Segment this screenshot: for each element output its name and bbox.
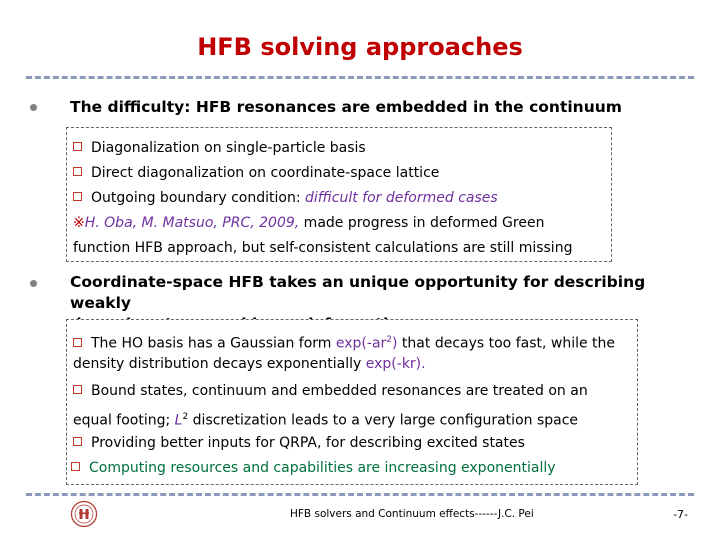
- top-divider: [26, 76, 694, 79]
- list-item: Computing resources and capabilities are increasing exponentially: [71, 459, 556, 477]
- list-item: The HO basis has a Gaussian form $\exp(-ar^2)$ that decays too fast, while the: [73, 331, 615, 353]
- section1-heading: The difficulty: HFB resonances are embedded in the continuum: [70, 98, 622, 116]
- slide-title: HFB solving approaches: [197, 33, 523, 61]
- section1-box: [66, 127, 612, 262]
- list-item-cont: density distribution decays exponentially exp(-kr).: [73, 356, 426, 372]
- checkbox-icon: [71, 462, 80, 471]
- checkbox-icon: [73, 192, 82, 201]
- list-item: Bound states, continuum and embedded resonances are treated on an: [73, 382, 588, 400]
- list-item-cont: equal footing; $L^2$ discretization leads to a very large configuration space: [73, 412, 579, 429]
- list-item: Providing better inputs for QRPA, for describing excited states: [73, 434, 525, 452]
- reference-mark-icon: ※: [73, 215, 85, 231]
- list-item: Direct diagonalization on coordinate-space lattice: [73, 164, 439, 182]
- checkbox-icon: [73, 437, 82, 446]
- reference-note-line2: function HFB approach, but self-consistent calculations are still missing: [73, 240, 573, 256]
- checkbox-icon: [73, 142, 82, 151]
- section2-box: [66, 319, 638, 485]
- bullet-icon: [30, 104, 37, 111]
- footer-caption: HFB solvers and Continuum effects------J.C. Pei: [290, 508, 534, 520]
- page-number: -7-: [673, 508, 688, 521]
- reference-note: ※H. Oba, M. Matsuo, PRC, 2009, made progress in deformed Green: [73, 215, 545, 231]
- list-item: Diagonalization on single-particle basis: [73, 139, 366, 157]
- checkbox-icon: [73, 338, 82, 347]
- checkbox-icon: [73, 167, 82, 176]
- list-item: Outgoing boundary condition: difficult for deformed cases: [73, 189, 498, 207]
- checkbox-icon: [73, 385, 82, 394]
- bottom-divider: [26, 493, 694, 496]
- bullet-icon: [30, 280, 37, 287]
- university-seal-icon: [70, 500, 98, 528]
- section2-heading: Coordinate-space HFB takes an unique opportunity for describing weakly: [70, 273, 646, 312]
